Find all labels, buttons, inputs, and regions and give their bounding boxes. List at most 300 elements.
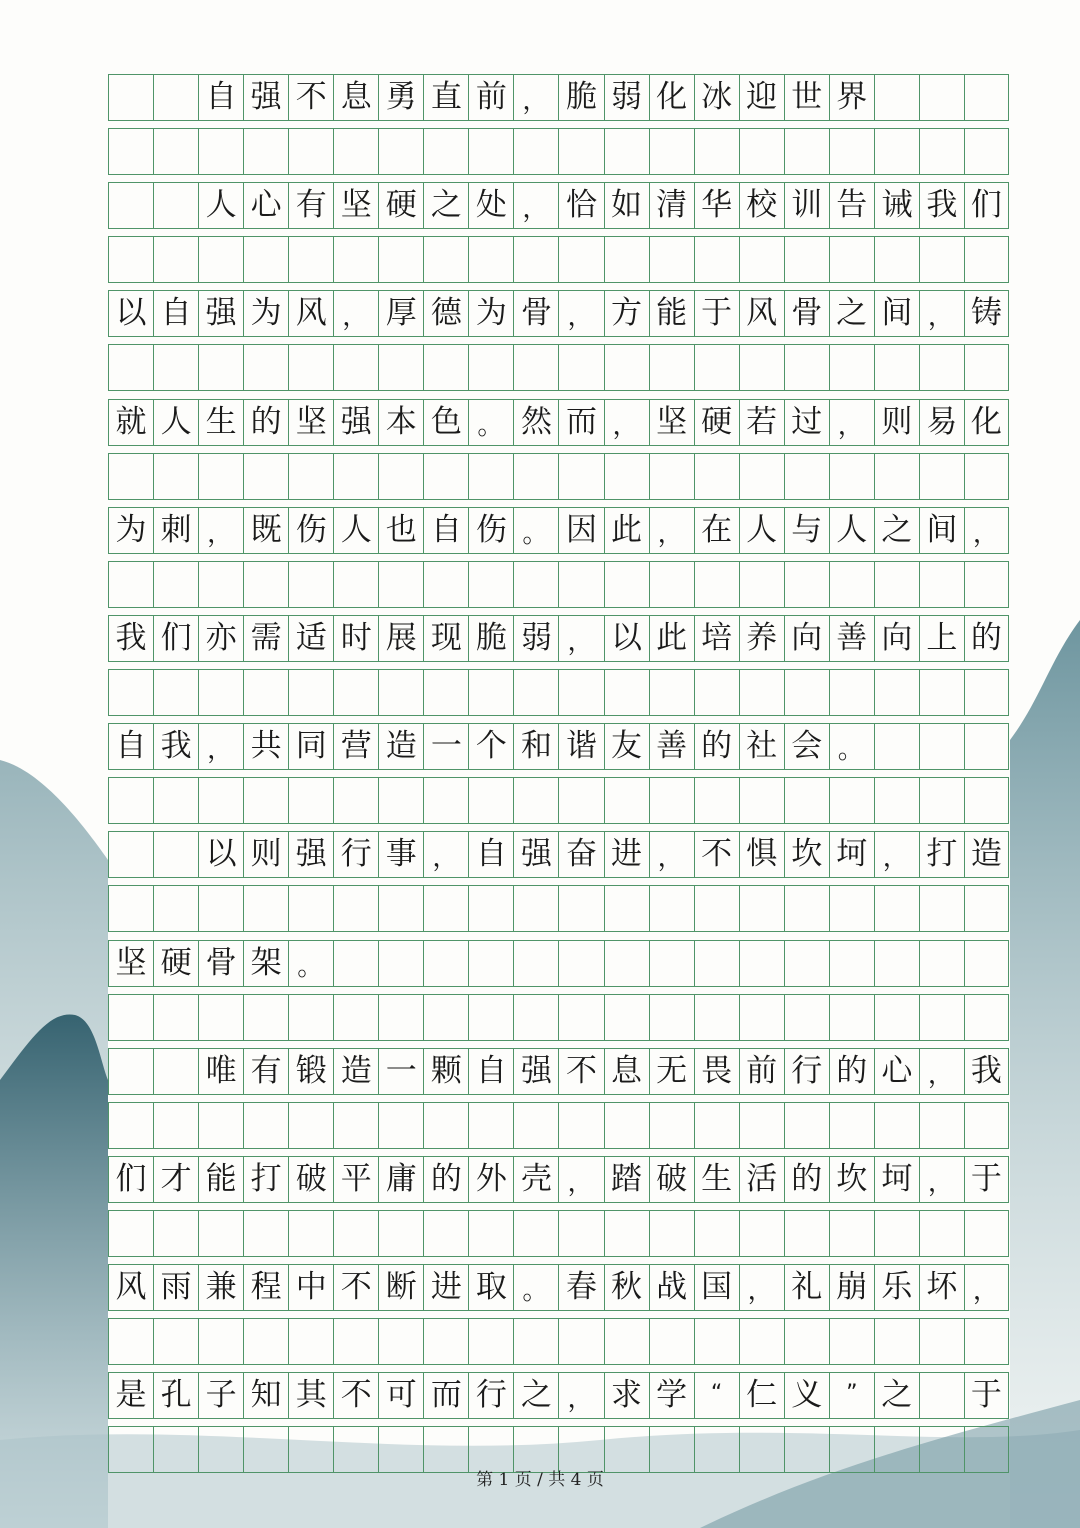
empty-cell: [288, 345, 333, 390]
grid-cell: [153, 1049, 198, 1094]
empty-cell: [558, 562, 603, 607]
grid-cell: 程: [243, 1265, 288, 1310]
grid-cell: 在: [694, 508, 739, 553]
grid-cell: [108, 832, 153, 877]
grid-cell: 养: [739, 616, 784, 661]
grid-cell: 兼: [198, 1265, 243, 1310]
grid-cell: 活: [739, 1157, 784, 1202]
grid-cell: 心: [243, 183, 288, 228]
empty-cell: [198, 1211, 243, 1256]
grid-cell: 强: [513, 832, 558, 877]
empty-cell: [288, 454, 333, 499]
empty-cell: [513, 237, 558, 282]
empty-cell: [513, 778, 558, 823]
empty-cell: [784, 454, 829, 499]
grid-cell: 也: [378, 508, 423, 553]
empty-cell: [108, 454, 153, 499]
grid-cell: 冰: [694, 75, 739, 120]
empty-cell: [423, 1211, 468, 1256]
grid-cell: [964, 75, 1009, 120]
grid-cell: 风: [108, 1265, 153, 1310]
empty-cell: [288, 129, 333, 174]
empty-cell: [468, 670, 513, 715]
empty-cell: [333, 1319, 378, 1364]
empty-cell: [153, 129, 198, 174]
grid-cell: 自: [108, 724, 153, 769]
empty-cell: [378, 995, 423, 1040]
empty-cell: [243, 454, 288, 499]
empty-cell: [243, 562, 288, 607]
grid-cell: ，: [919, 1049, 964, 1094]
empty-cell: [784, 670, 829, 715]
empty-cell: [964, 995, 1009, 1040]
grid-cell: 世: [784, 75, 829, 120]
empty-cell: [243, 778, 288, 823]
empty-cell: [874, 237, 919, 282]
writing-row: [108, 290, 1009, 337]
empty-cell: [649, 995, 694, 1040]
grid-cell: 的: [423, 1157, 468, 1202]
grid-cell: 自: [423, 508, 468, 553]
empty-cell: [333, 995, 378, 1040]
empty-cell: [784, 886, 829, 931]
grid-cell: 清: [649, 183, 694, 228]
grid-cell: 的: [243, 400, 288, 445]
grid-cell: 营: [333, 724, 378, 769]
empty-cell: [694, 886, 739, 931]
empty-cell: [784, 345, 829, 390]
empty-cell: [153, 886, 198, 931]
grid-cell: 子: [198, 1373, 243, 1418]
empty-cell: [874, 129, 919, 174]
grid-cell: 为: [243, 291, 288, 336]
grid-cell: [919, 724, 964, 769]
grid-cell: 雨: [153, 1265, 198, 1310]
empty-cell: [423, 670, 468, 715]
grid-cell: 于: [694, 291, 739, 336]
empty-cell: [649, 886, 694, 931]
empty-cell: [378, 237, 423, 282]
grid-cell: 打: [243, 1157, 288, 1202]
empty-cell: [739, 670, 784, 715]
empty-cell: [919, 454, 964, 499]
empty-cell: [784, 1103, 829, 1148]
grid-cell: 脆: [468, 616, 513, 661]
empty-cell: [243, 237, 288, 282]
grid-cell: ，: [919, 291, 964, 336]
spacer-row: [108, 777, 1009, 824]
grid-cell: 中: [288, 1265, 333, 1310]
grid-cell: 化: [649, 75, 694, 120]
empty-cell: [288, 1103, 333, 1148]
grid-cell: 唯: [198, 1049, 243, 1094]
empty-cell: [739, 1319, 784, 1364]
grid-cell: ，: [513, 75, 558, 120]
empty-cell: [694, 237, 739, 282]
grid-cell: 个: [468, 724, 513, 769]
grid-cell: ，: [874, 832, 919, 877]
grid-cell: 迎: [739, 75, 784, 120]
empty-cell: [288, 237, 333, 282]
empty-cell: [198, 237, 243, 282]
grid-cell: 亦: [198, 616, 243, 661]
grid-cell: 坚: [108, 941, 153, 986]
grid-cell: [558, 941, 603, 986]
grid-cell: 们: [108, 1157, 153, 1202]
empty-cell: [423, 778, 468, 823]
empty-cell: [108, 886, 153, 931]
grid-cell: 求: [604, 1373, 649, 1418]
grid-cell: 弱: [604, 75, 649, 120]
empty-cell: [919, 670, 964, 715]
empty-cell: [468, 1103, 513, 1148]
empty-cell: [604, 886, 649, 931]
grid-cell: 社: [739, 724, 784, 769]
empty-cell: [378, 1103, 423, 1148]
grid-cell: “: [694, 1373, 739, 1418]
empty-cell: [198, 670, 243, 715]
empty-cell: [784, 562, 829, 607]
empty-cell: [198, 129, 243, 174]
grid-cell: [153, 75, 198, 120]
grid-cell: 色: [423, 400, 468, 445]
spacer-row: [108, 453, 1009, 500]
grid-cell: [108, 75, 153, 120]
grid-cell: ，: [558, 616, 603, 661]
grid-cell: 的: [964, 616, 1009, 661]
empty-cell: [378, 886, 423, 931]
empty-cell: [649, 345, 694, 390]
spacer-row: [108, 994, 1009, 1041]
empty-cell: [739, 129, 784, 174]
grid-cell: 不: [288, 75, 333, 120]
empty-cell: [288, 995, 333, 1040]
grid-cell: 则: [243, 832, 288, 877]
empty-cell: [874, 886, 919, 931]
grid-cell: 仁: [739, 1373, 784, 1418]
grid-cell: 本: [378, 400, 423, 445]
grid-cell: 华: [694, 183, 739, 228]
grid-cell: 人: [829, 508, 874, 553]
empty-cell: [288, 778, 333, 823]
grid-cell: 伤: [288, 508, 333, 553]
grid-cell: [919, 1373, 964, 1418]
grid-cell: 坏: [919, 1265, 964, 1310]
empty-cell: [604, 995, 649, 1040]
grid-cell: 告: [829, 183, 874, 228]
empty-cell: [468, 1319, 513, 1364]
grid-cell: 训: [784, 183, 829, 228]
grid-cell: 之: [829, 291, 874, 336]
empty-cell: [694, 1103, 739, 1148]
empty-cell: [649, 129, 694, 174]
empty-cell: [198, 1319, 243, 1364]
spacer-row: [108, 1102, 1009, 1149]
empty-cell: [513, 1211, 558, 1256]
empty-cell: [739, 1103, 784, 1148]
grid-cell: 就: [108, 400, 153, 445]
writing-row: [108, 1264, 1009, 1311]
grid-cell: 风: [288, 291, 333, 336]
grid-cell: 我: [964, 1049, 1009, 1094]
grid-cell: 们: [153, 616, 198, 661]
grid-cell: 才: [153, 1157, 198, 1202]
empty-cell: [513, 345, 558, 390]
empty-cell: [919, 995, 964, 1040]
empty-cell: [423, 995, 468, 1040]
page-number: 第 1 页 / 共 4 页: [476, 1470, 604, 1490]
grid-cell: 以: [198, 832, 243, 877]
empty-cell: [604, 778, 649, 823]
grid-cell: 们: [964, 183, 1009, 228]
grid-cell: 间: [874, 291, 919, 336]
empty-cell: [739, 237, 784, 282]
grid-cell: 若: [739, 400, 784, 445]
empty-cell: [288, 886, 333, 931]
grid-cell: 行: [468, 1373, 513, 1418]
empty-cell: [558, 1211, 603, 1256]
empty-cell: [829, 129, 874, 174]
empty-cell: [333, 454, 378, 499]
empty-cell: [243, 1103, 288, 1148]
grid-cell: [153, 183, 198, 228]
grid-cell: 。: [829, 724, 874, 769]
empty-cell: [739, 995, 784, 1040]
empty-cell: [513, 886, 558, 931]
grid-cell: [829, 941, 874, 986]
empty-cell: [649, 237, 694, 282]
grid-cell: [513, 941, 558, 986]
empty-cell: [108, 1211, 153, 1256]
grid-cell: 有: [243, 1049, 288, 1094]
empty-cell: [513, 1319, 558, 1364]
grid-cell: 人: [198, 183, 243, 228]
empty-cell: [378, 562, 423, 607]
empty-cell: [964, 562, 1009, 607]
grid-cell: 进: [604, 832, 649, 877]
grid-cell: [423, 941, 468, 986]
empty-cell: [694, 778, 739, 823]
empty-cell: [964, 1319, 1009, 1364]
empty-cell: [829, 237, 874, 282]
grid-cell: ，: [739, 1265, 784, 1310]
grid-cell: 生: [694, 1157, 739, 1202]
empty-cell: [423, 1103, 468, 1148]
empty-cell: [649, 1319, 694, 1364]
empty-cell: [378, 778, 423, 823]
grid-cell: 骨: [784, 291, 829, 336]
grid-cell: 人: [739, 508, 784, 553]
writing-row: [108, 1048, 1009, 1095]
grid-cell: 强: [288, 832, 333, 877]
grid-cell: 学: [649, 1373, 694, 1418]
empty-cell: [243, 129, 288, 174]
grid-cell: 培: [694, 616, 739, 661]
grid-cell: 有: [288, 183, 333, 228]
empty-cell: [333, 1211, 378, 1256]
empty-cell: [604, 237, 649, 282]
grid-cell: 伤: [468, 508, 513, 553]
empty-cell: [739, 562, 784, 607]
empty-cell: [423, 886, 468, 931]
grid-cell: 现: [423, 616, 468, 661]
grid-cell: 生: [198, 400, 243, 445]
empty-cell: [423, 454, 468, 499]
empty-cell: [604, 1103, 649, 1148]
grid-cell: 刺: [153, 508, 198, 553]
empty-cell: [108, 778, 153, 823]
empty-cell: [153, 670, 198, 715]
grid-cell: 之: [423, 183, 468, 228]
empty-cell: [153, 237, 198, 282]
empty-cell: [333, 886, 378, 931]
grid-cell: ，: [198, 508, 243, 553]
grid-cell: 不: [694, 832, 739, 877]
grid-cell: 畏: [694, 1049, 739, 1094]
empty-cell: [829, 345, 874, 390]
grid-cell: 处: [468, 183, 513, 228]
grid-cell: 平: [333, 1157, 378, 1202]
empty-cell: [694, 995, 739, 1040]
empty-cell: [604, 562, 649, 607]
empty-cell: [153, 1319, 198, 1364]
grid-cell: 破: [649, 1157, 694, 1202]
empty-cell: [198, 778, 243, 823]
grid-cell: 以: [108, 291, 153, 336]
empty-cell: [558, 670, 603, 715]
empty-cell: [604, 670, 649, 715]
grid-cell: 校: [739, 183, 784, 228]
empty-cell: [423, 1319, 468, 1364]
grid-cell: 厚: [378, 291, 423, 336]
grid-cell: 坷: [829, 832, 874, 877]
grid-cell: 息: [333, 75, 378, 120]
empty-cell: [649, 778, 694, 823]
grid-cell: 坎: [784, 832, 829, 877]
grid-cell: 义: [784, 1373, 829, 1418]
empty-cell: [243, 886, 288, 931]
empty-cell: [919, 562, 964, 607]
grid-cell: 春: [558, 1265, 603, 1310]
empty-cell: [874, 1319, 919, 1364]
empty-cell: [784, 995, 829, 1040]
empty-cell: [513, 562, 558, 607]
grid-cell: 以: [604, 616, 649, 661]
grid-cell: 知: [243, 1373, 288, 1418]
empty-cell: [108, 995, 153, 1040]
grid-cell: 造: [333, 1049, 378, 1094]
grid-cell: 铸: [964, 291, 1009, 336]
empty-cell: [874, 454, 919, 499]
empty-cell: [108, 345, 153, 390]
empty-cell: [378, 129, 423, 174]
grid-cell: 于: [964, 1373, 1009, 1418]
grid-cell: 上: [919, 616, 964, 661]
grid-cell: 硬: [153, 941, 198, 986]
grid-cell: 造: [964, 832, 1009, 877]
grid-cell: 强: [198, 291, 243, 336]
empty-cell: [468, 129, 513, 174]
empty-cell: [468, 454, 513, 499]
empty-cell: [964, 454, 1009, 499]
grid-cell: 。: [288, 941, 333, 986]
grid-cell: 展: [378, 616, 423, 661]
empty-cell: [333, 1103, 378, 1148]
grid-cell: 骨: [198, 941, 243, 986]
grid-cell: [153, 832, 198, 877]
empty-cell: [243, 1319, 288, 1364]
grid-cell: 则: [874, 400, 919, 445]
grid-cell: 硬: [694, 400, 739, 445]
grid-cell: 需: [243, 616, 288, 661]
empty-cell: [108, 670, 153, 715]
grid-cell: 自: [153, 291, 198, 336]
writing-row: [108, 399, 1009, 446]
empty-cell: [333, 129, 378, 174]
empty-cell: [153, 562, 198, 607]
grid-cell: 时: [333, 616, 378, 661]
grid-cell: 直: [423, 75, 468, 120]
empty-cell: [153, 778, 198, 823]
empty-cell: [108, 562, 153, 607]
empty-cell: [198, 345, 243, 390]
empty-cell: [964, 778, 1009, 823]
grid-cell: [108, 1049, 153, 1094]
empty-cell: [784, 778, 829, 823]
grid-cell: [919, 941, 964, 986]
grid-cell: ，: [333, 291, 378, 336]
grid-cell: 一: [423, 724, 468, 769]
grid-cell: 锻: [288, 1049, 333, 1094]
empty-cell: [964, 670, 1009, 715]
grid-cell: 硬: [378, 183, 423, 228]
empty-cell: [829, 1211, 874, 1256]
empty-cell: [874, 778, 919, 823]
empty-cell: [468, 1211, 513, 1256]
grid-cell: 友: [604, 724, 649, 769]
grid-cell: 善: [649, 724, 694, 769]
grid-cell: 前: [739, 1049, 784, 1094]
grid-cell: 界: [829, 75, 874, 120]
grid-cell: 我: [108, 616, 153, 661]
grid-cell: 。: [513, 508, 558, 553]
grid-cell: ，: [649, 832, 694, 877]
grid-cell: 与: [784, 508, 829, 553]
empty-cell: [333, 562, 378, 607]
grid-cell: 过: [784, 400, 829, 445]
grid-cell: 风: [739, 291, 784, 336]
empty-cell: [964, 1211, 1009, 1256]
grid-cell: 心: [874, 1049, 919, 1094]
grid-cell: 惧: [739, 832, 784, 877]
grid-cell: 乐: [874, 1265, 919, 1310]
grid-cell: 断: [378, 1265, 423, 1310]
grid-cell: 一: [378, 1049, 423, 1094]
writing-row: [108, 940, 1009, 987]
empty-cell: [919, 778, 964, 823]
grid-cell: 事: [378, 832, 423, 877]
grid-cell: 不: [333, 1373, 378, 1418]
grid-cell: 能: [198, 1157, 243, 1202]
empty-cell: [919, 1319, 964, 1364]
empty-cell: [604, 1319, 649, 1364]
empty-cell: [153, 995, 198, 1040]
grid-cell: 共: [243, 724, 288, 769]
grid-cell: ，: [649, 508, 694, 553]
writing-row: [108, 615, 1009, 662]
grid-cell: ，: [423, 832, 468, 877]
empty-cell: [198, 1103, 243, 1148]
